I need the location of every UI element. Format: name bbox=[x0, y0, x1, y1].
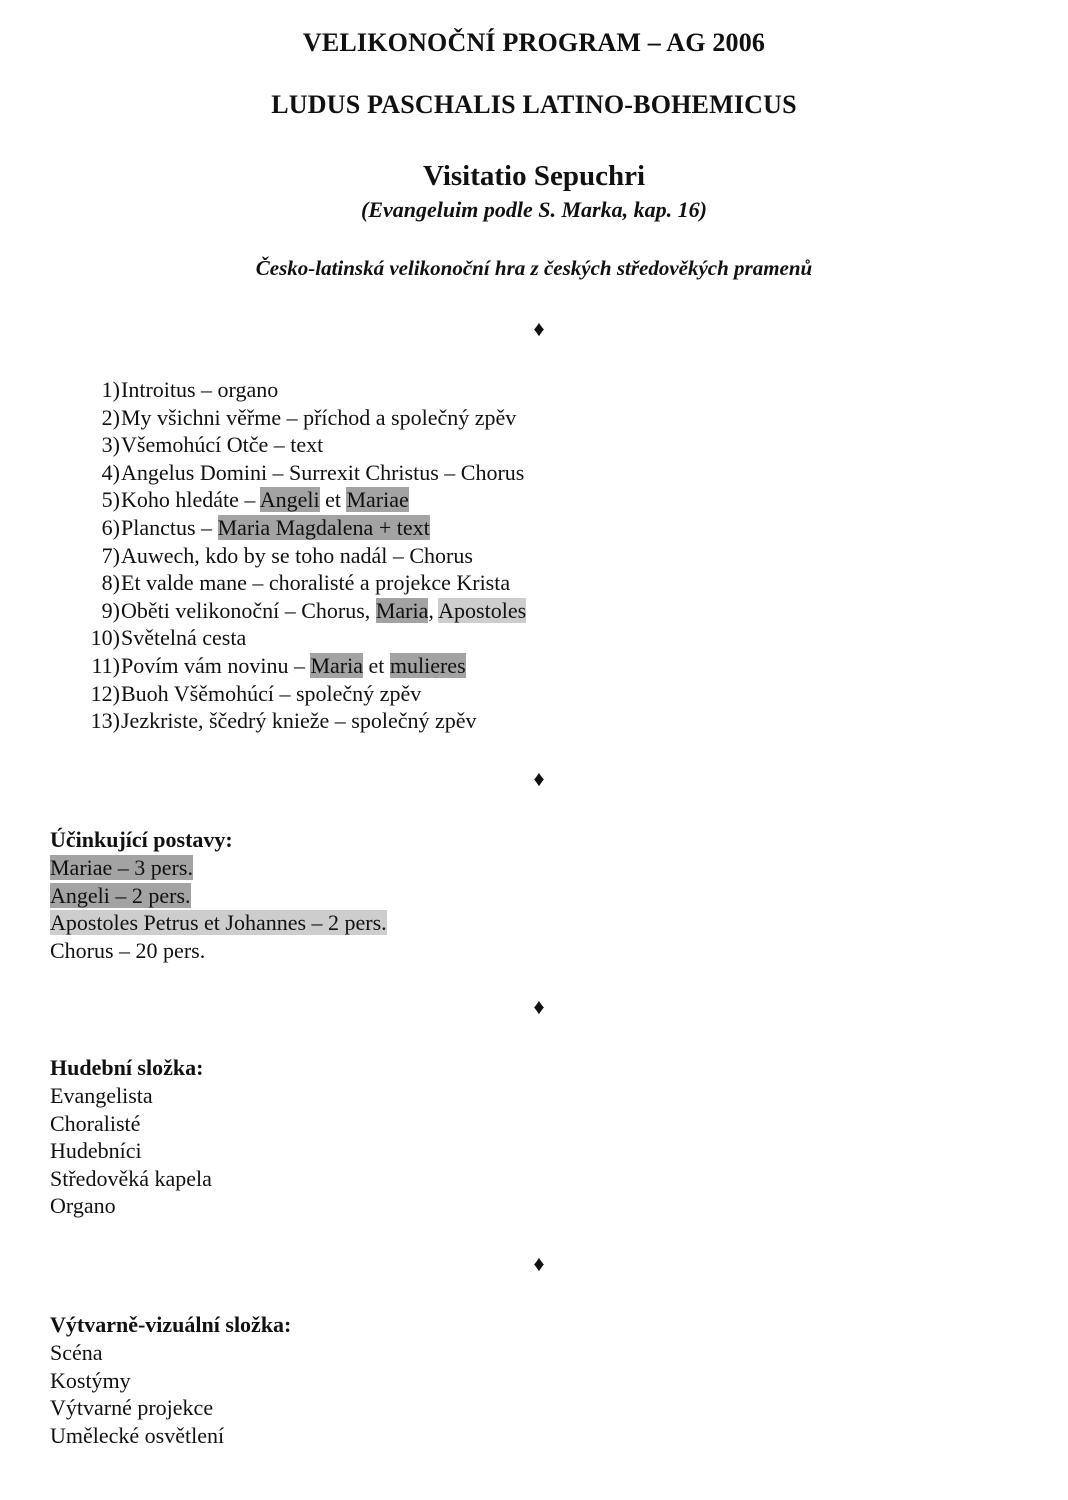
program-item-text: Angelus Domini – Surrexit Christus – Chorus bbox=[121, 459, 525, 485]
program-item-text: My všichni věřme – příchod a společný zpěv bbox=[121, 404, 517, 430]
program-item bbox=[78, 514, 526, 542]
music-item: Choralisté bbox=[50, 1110, 141, 1136]
program-item-number: 6) bbox=[101, 514, 120, 540]
program-item-text: Introitus – organo bbox=[121, 377, 279, 402]
description: Česko-latinská velikonoční hra z českých středověkých pramenů bbox=[255, 256, 813, 280]
subtitle: (Evangeluim podle S. Marka, kap. 16) bbox=[361, 197, 707, 222]
music-item-row bbox=[50, 1192, 212, 1220]
program-item-number: 1) bbox=[101, 377, 120, 402]
program-item bbox=[78, 652, 526, 680]
diamond-separator-2: ♦ bbox=[533, 766, 545, 791]
program-item-text: , bbox=[428, 597, 439, 623]
visual-section bbox=[50, 1311, 291, 1449]
music-item-row bbox=[50, 1082, 212, 1110]
music-item: Hudebníci bbox=[50, 1138, 142, 1163]
program-list bbox=[78, 376, 526, 735]
visual-item: Umělecké osvětlení bbox=[50, 1422, 225, 1448]
program-item bbox=[78, 431, 526, 459]
program-item-text: Povím vám novinu – bbox=[121, 652, 311, 678]
music-item-row bbox=[50, 1165, 212, 1193]
diamond-separator-4: ♦ bbox=[533, 1251, 545, 1276]
cast-item-row bbox=[50, 937, 387, 965]
program-item-text: Et valde mane – choralisté a projekce Krista bbox=[121, 570, 511, 596]
music-section bbox=[50, 1054, 212, 1220]
highlighted-role: Angeli bbox=[259, 487, 320, 513]
music-title: Hudební složka: bbox=[50, 1055, 204, 1080]
program-item-text: Oběti velikonoční – Chorus, bbox=[121, 597, 376, 623]
program-item bbox=[78, 376, 526, 404]
cast-item: Chorus – 20 pers. bbox=[50, 937, 206, 963]
program-item-text: Buoh Všěmohúcí – společný zpěv bbox=[121, 680, 422, 706]
cast-item-row bbox=[50, 909, 387, 937]
music-item-row bbox=[50, 1110, 212, 1138]
title-line-3: Visitatio Sepuchri bbox=[422, 160, 646, 192]
visual-item-row bbox=[50, 1367, 291, 1395]
music-item-row bbox=[50, 1137, 212, 1165]
visual-item: Kostýmy bbox=[50, 1367, 131, 1393]
cast-item-row bbox=[50, 882, 387, 910]
program-item bbox=[78, 569, 526, 597]
program-item-number: 12) bbox=[90, 680, 120, 706]
visual-item: Výtvarné projekce bbox=[50, 1395, 214, 1420]
highlighted-role: Maria bbox=[375, 597, 429, 623]
music-item: Středověká kapela bbox=[50, 1165, 212, 1191]
program-item bbox=[78, 597, 526, 625]
visual-item-row bbox=[50, 1339, 291, 1367]
cast-item: Angeli – 2 pers. bbox=[50, 882, 191, 908]
program-item-number: 13) bbox=[90, 708, 120, 734]
program-item-number: 2) bbox=[101, 404, 120, 430]
visual-item-row bbox=[50, 1394, 291, 1422]
program-item bbox=[78, 486, 526, 514]
program-item-number: 11) bbox=[91, 652, 120, 678]
program-item-text: et bbox=[319, 487, 347, 513]
program-item-number: 3) bbox=[101, 432, 120, 458]
highlighted-role: Apostoles bbox=[438, 597, 527, 623]
cast-section bbox=[50, 826, 387, 964]
program-item bbox=[78, 459, 526, 487]
visual-title: Výtvarně-vizuální složka: bbox=[50, 1312, 292, 1337]
diamond-separator-1: ♦ bbox=[533, 316, 545, 341]
title-line-2: LUDUS PASCHALIS LATINO-BOHEMICUS bbox=[271, 90, 797, 119]
music-item: Organo bbox=[50, 1193, 116, 1218]
cast-title: Účinkující postavy: bbox=[50, 827, 233, 852]
cast-item: Apostoles Petrus et Johannes – 2 pers. bbox=[50, 910, 387, 935]
program-item-number: 8) bbox=[101, 570, 120, 596]
highlighted-role: Maria bbox=[310, 652, 363, 678]
program-item-number: 7) bbox=[101, 542, 120, 568]
program-item bbox=[78, 404, 526, 432]
program-item bbox=[78, 680, 526, 708]
program-item bbox=[78, 707, 526, 735]
visual-item: Scéna bbox=[50, 1340, 103, 1365]
program-item bbox=[78, 624, 526, 652]
program-item-number: 5) bbox=[101, 487, 120, 513]
program-item-text: Koho hledáte – bbox=[121, 487, 260, 513]
highlighted-role: Mariae bbox=[346, 487, 409, 513]
program-item-text: Všemohúcí Otče – text bbox=[121, 432, 324, 458]
program-item-text: Světelná cesta bbox=[121, 625, 247, 651]
program-item-text: Auwech, kdo by se toho nadál – Chorus bbox=[121, 542, 473, 568]
program-item bbox=[78, 542, 526, 570]
highlighted-role: mulieres bbox=[389, 652, 466, 678]
cast-item: Mariae – 3 pers. bbox=[50, 855, 193, 880]
title-line-1: VELIKONOČNÍ PROGRAM – AG 2006 bbox=[302, 28, 766, 57]
program-item-text: Planctus – bbox=[121, 514, 218, 540]
highlighted-role: Maria Magdalena + text bbox=[217, 514, 430, 540]
program-item-text: et bbox=[362, 652, 390, 678]
visual-item-row bbox=[50, 1422, 291, 1450]
program-item-number: 10) bbox=[90, 625, 120, 651]
music-item: Evangelista bbox=[50, 1083, 153, 1108]
program-item-number: 9) bbox=[101, 597, 120, 623]
diamond-separator-3: ♦ bbox=[533, 994, 545, 1019]
program-item-text: Jezkriste, ščedrý knieže – společný zpěv bbox=[121, 708, 477, 734]
cast-item-row bbox=[50, 854, 387, 882]
program-item-number: 4) bbox=[101, 459, 120, 485]
